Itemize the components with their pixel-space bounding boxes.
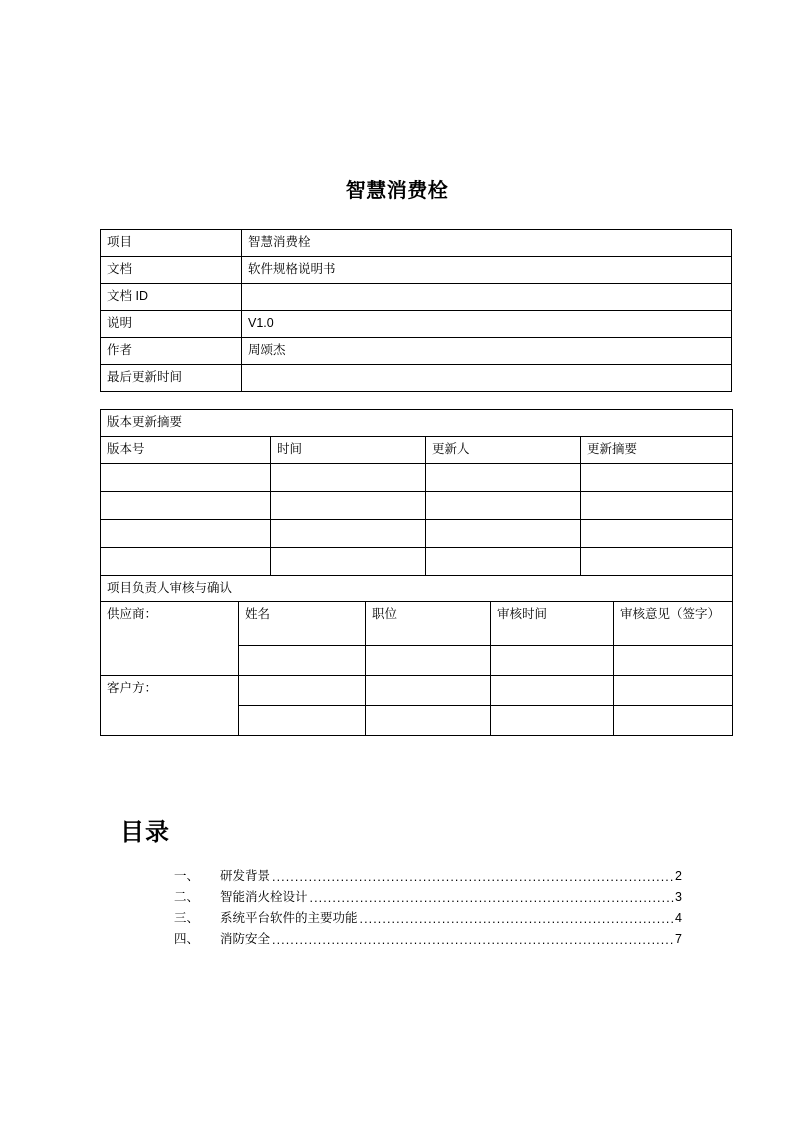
table-row [101,230,732,257]
version-cell [271,464,426,492]
meta-label-description: 说明 [101,311,242,338]
version-cell [426,548,581,576]
document-meta-table [100,229,732,392]
table-row [101,365,732,392]
table-row [101,548,733,576]
table-row [101,464,733,492]
approval-header-review-time: 审核时间 [491,602,614,646]
toc-entry-3[interactable] [174,908,682,929]
approval-cell [614,706,733,736]
meta-value-document-id [242,284,732,311]
version-cell [271,520,426,548]
table-row [101,676,733,706]
version-cell [581,520,733,548]
table-header-row [101,437,733,464]
meta-label-project: 项目 [101,230,242,257]
toc-entry-page: 7 [675,932,682,946]
version-cell [426,464,581,492]
meta-value-document: 软件规格说明书 [242,257,732,284]
version-header-updater: 更新人 [426,437,581,464]
table-row [101,284,732,311]
approval-cell [614,676,733,706]
toc-entry-number: 二、 [174,890,200,904]
version-header-summary: 更新摘要 [581,437,733,464]
toc-entry-label: 系统平台软件的主要功能 [220,911,358,925]
page-title: 智慧消费栓 [345,180,449,202]
approval-party-supplier: 供应商： [101,602,239,676]
meta-value-last-updated [242,365,732,392]
approval-cell [366,676,491,706]
meta-label-document-id: 文档 ID [101,284,242,311]
toc-leader-dots [310,892,675,908]
version-table-caption: 版本更新摘要 [101,410,733,437]
meta-value-author: 周颂杰 [242,338,732,365]
approval-cell [491,706,614,736]
approval-cell [239,676,366,706]
meta-label-author: 作者 [101,338,242,365]
toc-entry-label: 研发背景 [220,869,271,883]
approval-table-caption: 项目负责人审核与确认 [101,576,733,602]
toc-leader-dots [272,934,674,950]
toc-entry-number: 三、 [174,911,200,925]
table-row [101,520,733,548]
version-header-time: 时间 [271,437,426,464]
toc-entry-1[interactable] [174,866,682,887]
version-header-version: 版本号 [101,437,271,464]
approval-cell [491,676,614,706]
approval-cell [614,646,733,676]
approval-cell [239,706,366,736]
table-row [101,257,732,284]
version-cell [426,492,581,520]
meta-label-document: 文档 [101,257,242,284]
approval-header-position: 职位 [366,602,491,646]
toc-entry-number: 四、 [174,932,200,946]
version-cell [101,464,271,492]
meta-label-last-updated: 最后更新时间 [101,365,242,392]
version-history-table [100,409,733,576]
meta-value-project: 智慧消费栓 [242,230,732,257]
toc-entry-page: 2 [675,869,682,883]
toc-list [174,866,682,950]
approval-table [100,575,733,736]
approval-cell [366,706,491,736]
version-cell [271,492,426,520]
version-cell [101,492,271,520]
version-cell [581,464,733,492]
version-cell [271,548,426,576]
table-row [101,410,733,437]
approval-cell [366,646,491,676]
table-header-row [101,602,733,646]
toc-entry-label: 智能消火栓设计 [220,890,308,904]
approval-party-client: 客户方： [101,676,239,736]
toc-entry-label: 消防安全 [220,932,271,946]
toc-leader-dots [272,871,674,887]
toc-entry-4[interactable] [174,929,682,950]
toc-heading: 目录 [120,820,170,846]
toc-entry-page: 3 [675,890,682,904]
version-cell [426,520,581,548]
table-row [101,338,732,365]
toc-entry-number: 一、 [174,869,200,883]
toc-entry-page: 4 [675,911,682,925]
table-row [101,311,732,338]
approval-header-review-comment: 审核意见（签字） [614,602,733,646]
approval-header-name: 姓名 [239,602,366,646]
approval-cell [239,646,366,676]
meta-value-description: V1.0 [242,311,732,338]
approval-cell [491,646,614,676]
toc-leader-dots [360,913,675,929]
version-cell [101,520,271,548]
version-cell [101,548,271,576]
version-cell [581,548,733,576]
table-row [101,492,733,520]
version-cell [581,492,733,520]
table-row [101,576,733,602]
toc-entry-2[interactable] [174,887,682,908]
